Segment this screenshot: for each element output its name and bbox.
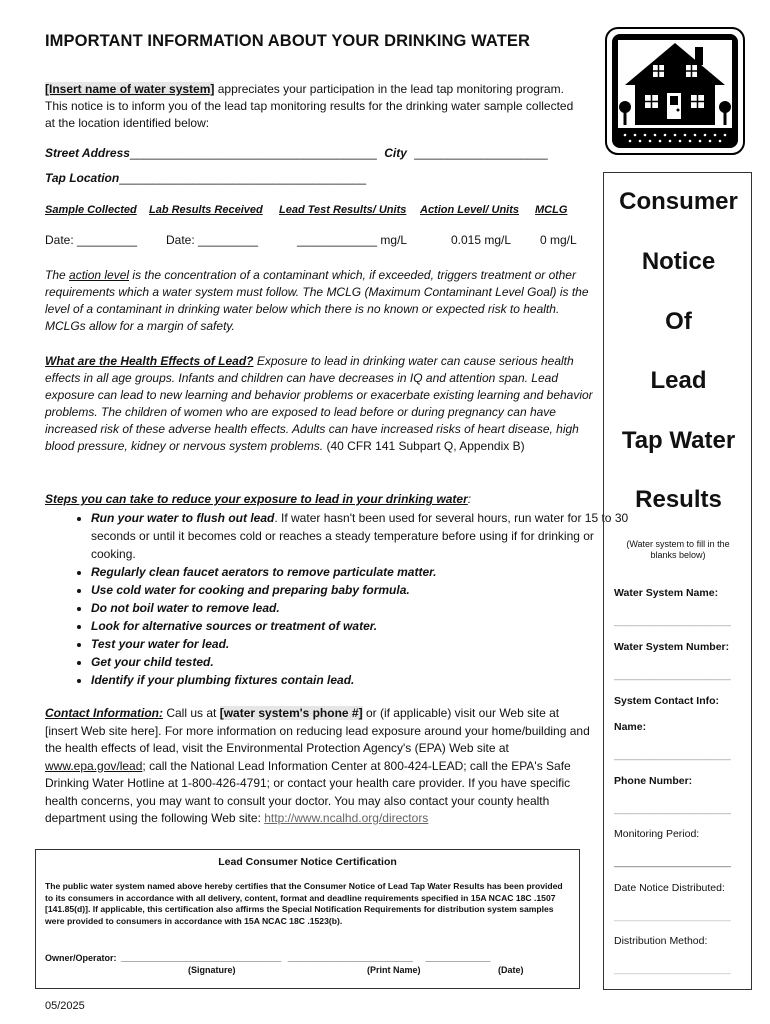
signature-caption: (Signature) bbox=[188, 965, 236, 975]
city-label: City bbox=[384, 146, 407, 160]
footer-date-code: 05/2025 bbox=[45, 1000, 85, 1012]
contact-text-3: ; call the National Lead Information Center at 800-424-LEAD; call the EPA's Safe Drinking Water Hotline at 1-800-426-4791; or contact your health care provider. If you have specific health concerns, you may want to consult your doctor. You may also contact your county health department using the following Web site: bbox=[45, 758, 571, 825]
steps-colon: : bbox=[467, 492, 472, 506]
lab-results-date: Date: _________ bbox=[166, 233, 259, 247]
tap-location-label: Tap Location bbox=[45, 171, 120, 185]
contact-text-1: Call us at bbox=[163, 706, 220, 720]
steps-heading: Steps you can take to reduce your exposure to lead in your drinking water bbox=[45, 492, 468, 506]
health-effects-citation: (40 CFR 141 Subpart Q, Appendix B) bbox=[323, 439, 525, 453]
county-link[interactable]: http://www.ncalhd.org/directors bbox=[264, 811, 429, 825]
page-title: IMPORTANT INFORMATION ABOUT YOUR DRINKING WATER bbox=[45, 32, 531, 50]
epa-link[interactable]: www.epa.gov/lead bbox=[45, 758, 143, 773]
water-system-number-blank: ____________________ bbox=[614, 669, 731, 681]
print-name-caption: (Print Name) bbox=[367, 965, 421, 975]
tap-location-blank: _____________________________________ bbox=[119, 171, 367, 185]
date-distributed-label: Date Notice Distributed: bbox=[614, 882, 725, 894]
certification-box bbox=[35, 849, 580, 989]
list-item: • Look for alternative sources or treatment of water. bbox=[91, 617, 641, 635]
health-effects-heading: What are the Health Effects of Lead? bbox=[45, 354, 254, 368]
system-contact-info-label: System Contact Info: bbox=[614, 695, 720, 707]
water-system-name-placeholder: [Insert name of water system] bbox=[45, 82, 215, 96]
sidebar-heading-lead: Lead bbox=[650, 367, 707, 394]
list-item: • Identify if your plumbing fixtures contain lead. bbox=[91, 671, 641, 689]
sidebar-heading-tap-water: Tap Water bbox=[621, 427, 736, 454]
phone-placeholder: [water system's phone #] bbox=[219, 706, 363, 720]
health-effects-text: Exposure to lead in drinking water can cause serious health effects in all age groups. Infants and children can have decreases in IQ and attention span. Lead exposure can lead to new learning and behavior problems or exacerbate existing learning and behavior problems. The children of women who are exposed to lead before or during pregnancy can have increased risk of these adverse health effects. Adults can have increased risks of heart disease, high blood pressure, kidney or nervous system problems. bbox=[45, 354, 593, 453]
water-system-name-blank: ____________________ bbox=[614, 615, 731, 627]
header-lab-results: Lab Results Received bbox=[149, 204, 263, 216]
intro-paragraph bbox=[45, 81, 585, 132]
contact-name-blank: ____________________ bbox=[614, 749, 731, 761]
list-item: • Test your water for lead. bbox=[91, 635, 641, 653]
date-blank: _____________ bbox=[425, 953, 491, 963]
intro-text: appreciates your participation in the lead tap monitoring program. This notice is to inform you of the lead tap monitoring results for the drinking water sample collected at the location identified below: bbox=[45, 82, 574, 130]
steps-heading-row bbox=[45, 491, 593, 508]
street-address-blank: _____________________________________ bbox=[129, 146, 377, 160]
list-item: • Get your child tested. bbox=[91, 653, 641, 671]
definitions-text-start: The bbox=[45, 268, 70, 282]
list-item: • Regularly clean faucet aerators to remove particulate matter. bbox=[91, 563, 641, 581]
header-action-level: Action Level/ Units bbox=[420, 204, 520, 216]
owner-operator-label: Owner/Operator: bbox=[45, 953, 117, 963]
step-flush-title: Run your water to flush out lead bbox=[91, 511, 275, 525]
water-system-name-label: Water System Name: bbox=[614, 587, 719, 599]
street-address-row bbox=[45, 146, 548, 160]
monitoring-period-blank: ____________________ bbox=[614, 856, 731, 868]
list-item: • Use cold water for cooking and preparing baby formula. bbox=[91, 581, 641, 599]
sidebar-heading-results: Results bbox=[635, 486, 722, 513]
mclg-value: 0 mg/L bbox=[540, 233, 577, 247]
lead-test-result-value: ____________ mg/L bbox=[297, 233, 408, 247]
tap-location-row bbox=[45, 171, 366, 185]
list-item: • Do not boil water to remove lead. bbox=[91, 599, 641, 617]
house-icon bbox=[605, 27, 745, 155]
header-mclg: MCLG bbox=[535, 204, 568, 216]
definitions-paragraph bbox=[45, 267, 593, 335]
header-sample-collected: Sample Collected bbox=[45, 204, 137, 216]
sidebar-heading-of: Of bbox=[665, 308, 692, 335]
contact-name-label: Name: bbox=[614, 721, 647, 733]
sample-collected-date: Date: _________ bbox=[45, 233, 138, 247]
phone-number-blank: ____________________ bbox=[614, 803, 731, 815]
sidebar-note: (Water system to fill in the blanks below) bbox=[626, 539, 730, 560]
action-level-value: 0.015 mg/L bbox=[451, 233, 512, 247]
health-effects-paragraph bbox=[45, 353, 593, 455]
certification-text: The public water system named above hereby certifies that the Consumer Notice of Lead Tap Water Results has been provided to its consumers in accordance with all delivery, content, format and deadline requirements specified in 15A NCAC 18C .1507 [141.85(d)]. If applicable, this certification also affirms the Special Notification Requirements for distribution system samples were provided to consumers in accordance with 15A NCAC 18C .1523(b). bbox=[45, 881, 563, 926]
signature-blank: ________________________________ bbox=[121, 953, 282, 963]
phone-number-label: Phone Number: bbox=[614, 775, 693, 787]
sidebar-heading-consumer: Consumer bbox=[619, 188, 738, 215]
monitoring-period-label: Monitoring Period: bbox=[614, 828, 700, 840]
owner-operator-row bbox=[45, 953, 490, 963]
distribution-method-label: Distribution Method: bbox=[614, 935, 708, 947]
contact-heading: Contact Information: bbox=[45, 706, 163, 720]
action-level-term: action level bbox=[69, 268, 130, 282]
header-lead-test-results: Lead Test Results/ Units bbox=[279, 204, 407, 216]
distribution-method-blank: ____________________ bbox=[614, 963, 731, 975]
steps-list bbox=[45, 509, 641, 689]
city-blank: ____________________ bbox=[414, 146, 548, 160]
street-address-label: Street Address bbox=[45, 146, 130, 160]
list-item bbox=[91, 509, 641, 563]
sidebar-heading-notice: Notice bbox=[641, 248, 716, 275]
definitions-text-end: is the concentration of a contaminant which, if exceeded, triggers treatment or other requirements which a water system must follow. The MCLG (Maximum Contaminant Level Goal) is the level of a contaminant in drinking water below which there is no known or expected risk to health. MCLGs allow for a margin of safety. bbox=[45, 268, 589, 333]
contact-text-2: or (if applicable) visit our Web site at [insert Web site here]. For more information on reducing lead exposure around your home/building and the health effects of lead, visit the Environmental Protection Agency's (EPA) Web site at bbox=[45, 706, 590, 755]
certification-title: Lead Consumer Notice Certification bbox=[218, 856, 397, 868]
print-name-blank: _________________________ bbox=[287, 953, 413, 963]
contact-paragraph bbox=[45, 705, 593, 828]
date-caption: (Date) bbox=[498, 965, 524, 975]
sidebar-box bbox=[603, 172, 752, 990]
water-system-number-label: Water System Number: bbox=[614, 641, 730, 653]
step-flush-text: . If water hasn't been used for several hours, run water for 15 to 30 seconds or until it becomes cold or reaches a steady temperature before using if for drinking or cooking. bbox=[91, 511, 629, 561]
date-distributed-blank: ____________________ bbox=[614, 910, 731, 922]
